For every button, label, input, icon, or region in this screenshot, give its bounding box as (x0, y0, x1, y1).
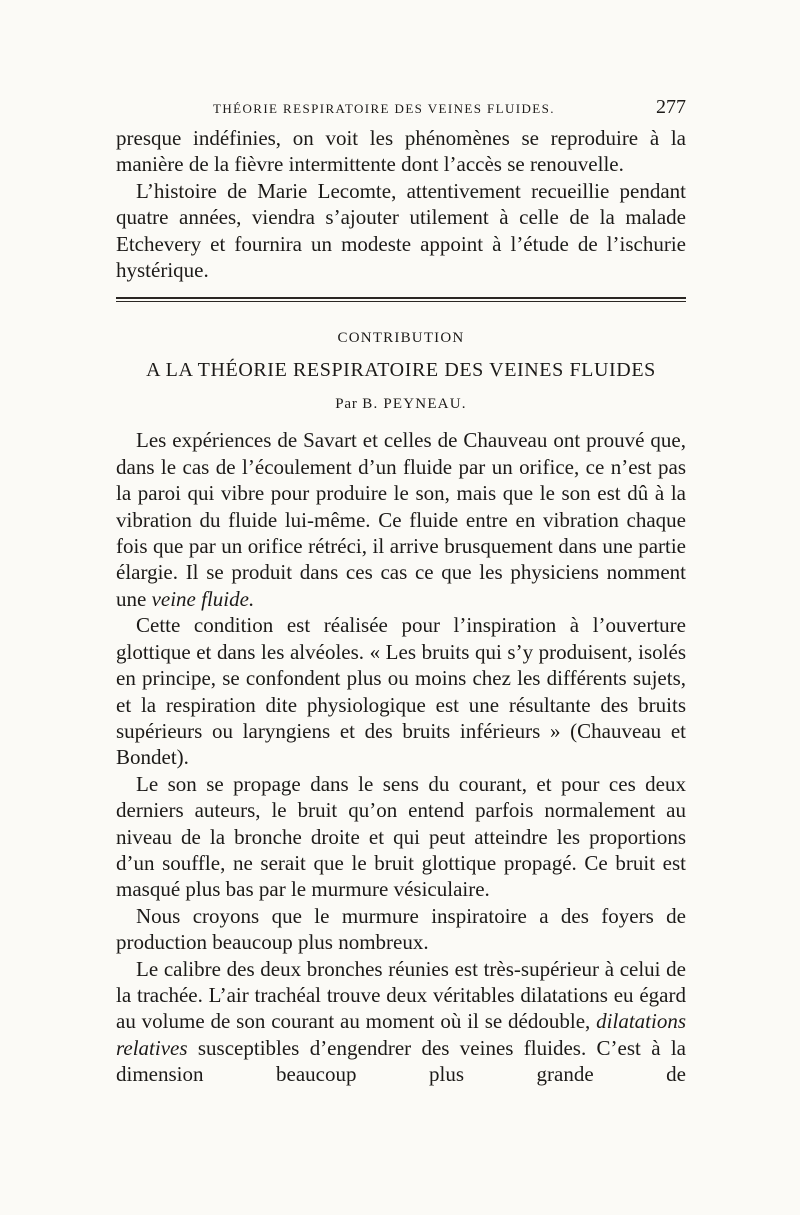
italic-term: veine fluide. (151, 586, 255, 611)
paragraph-savart-chauveau (116, 427, 686, 612)
paragraph-calibre-bronches (116, 956, 686, 1088)
paragraph-nous-croyons: Nous croyons que le murmure inspiratoire a des foyers de production beaucoup plus nombreux. (116, 903, 686, 955)
running-head-title: THÉORIE RESPIRATOIRE DES VEINES FLUIDES. (213, 101, 555, 116)
paragraph-text: Le calibre des deux bronches réunies est très-supérieur à celui de la trachée. L’air trachéal trouve deux véritables dilatations eu égard au volume de son courant au moment où il se dédouble, (116, 956, 686, 1034)
author-name: B. PEYNEAU. (362, 396, 467, 413)
section-divider (116, 297, 686, 302)
article-byline (116, 396, 686, 413)
paragraph-son-propage: Le son se propage dans le sens du courant, et pour ces deux derniers auteurs, le bruit qu’on entend parfois normalement au niveau de la bronche droite et qui peut atteindre les proportions d’un souffle, ne serait que le bruit glottique propagé. Ce bruit est masqué plus bas par le murmure vésiculaire. (116, 771, 686, 902)
italic-term: dilatations relatives (116, 1009, 687, 1060)
page-body (116, 125, 686, 1088)
article-title: A LA THÉORIE RESPIRATOIRE DES VEINES FLUIDES (146, 359, 656, 382)
paragraph-text: Les expériences de Savart et celles de Chauveau ont prouvé que, dans le cas de l’écoulement d’un fluide par un orifice, ce n’est pas la paroi qui vibre pour produire le son, mais que le son est dû à la vibration du fluide lui-même. Ce fluide entre en vibration chaque fois que par un orifice rétréci, il arrive brusquement dans une partie élargie. Il se produit dans ces cas ce que les physiciens nomment une (116, 428, 686, 611)
paragraph-continuation: presque indéfinies, on voit les phénomènes se reproduire à la manière de la fièvre intermittente dont l’accès se renouvelle. (116, 126, 686, 177)
article-kicker: CONTRIBUTION (337, 330, 465, 347)
paragraph-inspiration: Cette condition est réalisée pour l’inspiration à l’ouverture glottique et dans les alvéoles. « Les bruits qui s’y produisent, isolés en principe, se confondent plus ou moins chez les différents sujets, et la respiration dite physiologique est une résultante des bruits supérieurs ou laryngiens et des bruits inférieurs » (Chauveau et Bondet). (116, 613, 686, 770)
paragraph-text: susceptibles d’engendrer des veines fluides. C’est à la dimension beaucoup plus grande de (116, 1035, 687, 1087)
byline-prefix: Par (335, 396, 358, 413)
paragraph-marie-lecomte: L’histoire de Marie Lecomte, attentivement recueillie pendant quatre années, viendra s’ajouter utilement à celle de la malade Etchevery et fournira un modeste appoint à l’étude de l’ischurie hystérique. (116, 178, 686, 283)
running-head (118, 96, 686, 124)
page-number: 277 (656, 96, 686, 118)
